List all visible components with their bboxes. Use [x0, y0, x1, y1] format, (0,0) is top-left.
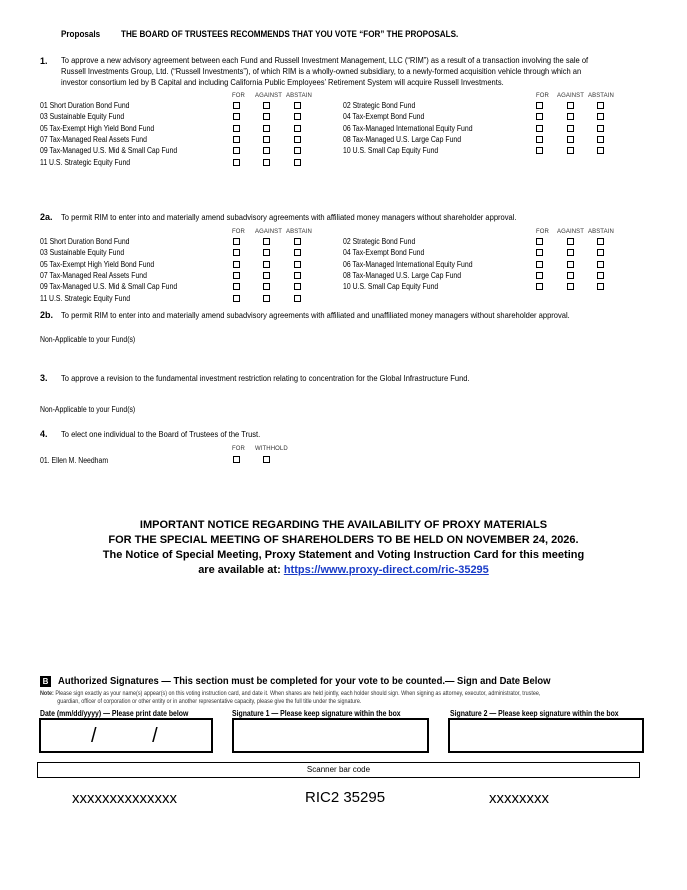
- date-slashes: / /: [91, 725, 158, 747]
- abstain-checkbox[interactable]: [294, 125, 301, 132]
- abstain-checkbox[interactable]: [597, 136, 604, 143]
- abstain-checkbox[interactable]: [294, 136, 301, 143]
- signature-2-label: Signature 2 — Please keep signature within the box: [450, 709, 619, 718]
- abstain-checkbox[interactable]: [294, 295, 301, 302]
- against-checkbox[interactable]: [567, 113, 574, 120]
- abstain-checkbox[interactable]: [597, 249, 604, 256]
- fund-name: 04 Tax-Exempt Bond Fund: [343, 248, 425, 258]
- abstain-checkbox[interactable]: [294, 249, 301, 256]
- footer-right-code: xxxxxxxx: [489, 790, 549, 807]
- against-checkbox[interactable]: [263, 125, 270, 132]
- for-checkbox[interactable]: [536, 249, 543, 256]
- vote-header-for: FOR: [536, 93, 549, 99]
- against-checkbox[interactable]: [263, 102, 270, 109]
- notice-line-1: IMPORTANT NOTICE REGARDING THE AVAILABILITY OF PROXY MATERIALS: [139, 519, 548, 531]
- signature-note: [40, 690, 540, 706]
- notice-line-3: The Notice of Special Meeting, Proxy Statement and Voting Instruction Card for this meeting: [102, 549, 585, 561]
- against-checkbox[interactable]: [263, 113, 270, 120]
- signature-1-box[interactable]: [232, 718, 429, 753]
- against-checkbox[interactable]: [263, 283, 270, 290]
- against-checkbox[interactable]: [263, 147, 270, 154]
- footer-center-code: RIC2 35295: [305, 789, 386, 806]
- nominee-name: 01. Ellen M. Needham: [40, 456, 109, 465]
- fund-name: 09 Tax-Managed U.S. Mid & Small Cap Fund: [40, 282, 178, 292]
- nominee-withhold-checkbox[interactable]: [263, 456, 270, 463]
- for-checkbox[interactable]: [233, 159, 240, 166]
- nominee-for-checkbox[interactable]: [233, 456, 240, 463]
- abstain-checkbox[interactable]: [294, 238, 301, 245]
- date-label: Date (mm/dd/yyyy) — Please print date below: [40, 709, 189, 718]
- for-checkbox[interactable]: [536, 113, 543, 120]
- signatures-title: Authorized Signatures — This section must be completed for your vote to be counted.— Sign and Date Below: [58, 675, 551, 687]
- proposal-2b-text: To permit RIM to enter into and materially amend subadvisory agreements with affiliated and unaffiliated money managers without shareholder approval.: [61, 310, 570, 320]
- abstain-checkbox[interactable]: [597, 283, 604, 290]
- signature-1-label: Signature 1 — Please keep signature within the box: [232, 709, 401, 718]
- proposal-1-text-line: To approve a new advisory agreement between each Fund and Russell Investment Management, LLC (“RIM”) as a result of a transaction involving the sale of: [61, 55, 589, 65]
- for-checkbox[interactable]: [233, 283, 240, 290]
- abstain-checkbox[interactable]: [294, 272, 301, 279]
- proposal-1-text-line: investor consortium led by B Capital and including California Public Employees’ Retirement System will acquire Russell Investments.: [61, 77, 504, 87]
- for-checkbox[interactable]: [233, 125, 240, 132]
- vote-header-for: FOR: [232, 446, 245, 452]
- proposal-4-text: To elect one individual to the Board of Trustees of the Trust.: [61, 429, 261, 439]
- vote-header-for: FOR: [232, 93, 245, 99]
- against-checkbox[interactable]: [263, 159, 270, 166]
- abstain-checkbox[interactable]: [294, 159, 301, 166]
- fund-name: 01 Short Duration Bond Fund: [40, 101, 130, 110]
- abstain-checkbox[interactable]: [597, 102, 604, 109]
- vote-header-for: FOR: [536, 229, 549, 235]
- against-checkbox[interactable]: [263, 249, 270, 256]
- against-checkbox[interactable]: [567, 147, 574, 154]
- abstain-checkbox[interactable]: [294, 147, 301, 154]
- vote-header-withhold: WITHHOLD: [255, 446, 288, 452]
- for-checkbox[interactable]: [536, 136, 543, 143]
- footer-left-code: xxxxxxxxxxxxxx: [72, 790, 177, 807]
- fund-name: 08 Tax-Managed U.S. Large Cap Fund: [343, 134, 462, 144]
- vote-header-against: AGAINST: [557, 229, 585, 235]
- abstain-checkbox[interactable]: [597, 272, 604, 279]
- notice-line-2: FOR THE SPECIAL MEETING OF SHAREHOLDERS TO BE HELD ON NOVEMBER 24, 2026.: [108, 534, 579, 546]
- for-checkbox[interactable]: [233, 102, 240, 109]
- proposal-2b-number: 2b.: [40, 310, 54, 320]
- fund-name: 02 Strategic Bond Fund: [343, 101, 416, 110]
- proposal-2a-number: 2a.: [40, 212, 53, 222]
- proposal-1-text: [61, 55, 659, 88]
- fund-name: 01 Short Duration Bond Fund: [40, 237, 130, 246]
- proposal-4-number: 4.: [40, 429, 48, 439]
- against-checkbox[interactable]: [567, 238, 574, 245]
- proposal-1-text-line: Russell Investments Group, Ltd. (“Russell Investments”), of which RIM is a wholly-owned subsidiary, to a newly-formed acquisition vehicle through which an: [61, 66, 582, 76]
- abstain-checkbox[interactable]: [597, 238, 604, 245]
- vote-header-against: AGAINST: [255, 93, 283, 99]
- against-checkbox[interactable]: [567, 102, 574, 109]
- against-checkbox[interactable]: [567, 272, 574, 279]
- vote-header-abstain: ABSTAIN: [286, 229, 312, 235]
- against-checkbox[interactable]: [567, 136, 574, 143]
- for-checkbox[interactable]: [536, 125, 543, 132]
- fund-name: 02 Strategic Bond Fund: [343, 237, 416, 246]
- for-checkbox[interactable]: [233, 147, 240, 154]
- vote-header-abstain: ABSTAIN: [286, 93, 312, 99]
- for-checkbox[interactable]: [233, 249, 240, 256]
- for-checkbox[interactable]: [233, 238, 240, 245]
- fund-name: 06 Tax-Managed International Equity Fund: [343, 259, 473, 269]
- vote-header-against: AGAINST: [255, 229, 283, 235]
- fund-name: 07 Tax-Managed Real Assets Fund: [40, 270, 147, 280]
- abstain-checkbox[interactable]: [597, 147, 604, 154]
- proposal-2a-text: To permit RIM to enter into and materially amend subadvisory agreements with affiliated money managers without shareholder approval.: [61, 212, 517, 222]
- note-line-1: Please sign exactly as your name(s) appear(s) on this voting instruction card, and date it. When shares are held jointly, each holder should sign. When signing as attorney, executor, administrator, trustee,: [55, 690, 541, 697]
- against-checkbox[interactable]: [567, 125, 574, 132]
- vote-header-abstain: ABSTAIN: [588, 93, 614, 99]
- abstain-checkbox[interactable]: [294, 113, 301, 120]
- abstain-checkbox[interactable]: [597, 113, 604, 120]
- fund-name: 06 Tax-Managed International Equity Fund: [343, 123, 473, 133]
- against-checkbox[interactable]: [567, 261, 574, 268]
- for-checkbox[interactable]: [536, 272, 543, 279]
- proposal-3-text: To approve a revision to the fundamental investment restriction relating to concentration for the Global Infrastructure Fund.: [61, 373, 470, 383]
- against-checkbox[interactable]: [263, 272, 270, 279]
- abstain-checkbox[interactable]: [294, 261, 301, 268]
- for-checkbox[interactable]: [536, 261, 543, 268]
- fund-name: 05 Tax-Exempt High Yield Bond Fund: [40, 259, 155, 269]
- section-b-badge: B: [40, 676, 51, 687]
- proxy-materials-link[interactable]: https://www.proxy-direct.com/ric-35295: [283, 564, 489, 576]
- fund-name: 07 Tax-Managed Real Assets Fund: [40, 134, 147, 144]
- for-checkbox[interactable]: [233, 295, 240, 302]
- proposal-2b-status: Non-Applicable to your Fund(s): [40, 335, 136, 344]
- against-checkbox[interactable]: [263, 238, 270, 245]
- for-checkbox[interactable]: [536, 283, 543, 290]
- for-checkbox[interactable]: [536, 147, 543, 154]
- for-checkbox[interactable]: [536, 238, 543, 245]
- date-input-box[interactable]: [39, 718, 213, 753]
- abstain-checkbox[interactable]: [294, 283, 301, 290]
- vote-header-for: FOR: [232, 229, 245, 235]
- fund-name: 11 U.S. Strategic Equity Fund: [40, 157, 131, 167]
- notice-line-4: [0, 564, 687, 577]
- fund-name: 03 Sustainable Equity Fund: [40, 112, 125, 122]
- board-recommendation: THE BOARD OF TRUSTEES RECOMMENDS THAT YOU VOTE “FOR” THE PROPOSALS.: [121, 29, 459, 39]
- for-checkbox[interactable]: [536, 102, 543, 109]
- fund-name: 09 Tax-Managed U.S. Mid & Small Cap Fund: [40, 146, 178, 156]
- vote-header-against: AGAINST: [557, 93, 585, 99]
- for-checkbox[interactable]: [233, 113, 240, 120]
- for-checkbox[interactable]: [233, 136, 240, 143]
- against-checkbox[interactable]: [263, 295, 270, 302]
- fund-name: 03 Sustainable Equity Fund: [40, 248, 125, 258]
- against-checkbox[interactable]: [263, 136, 270, 143]
- note-line-2: guardian, officer of corporation or other entity or in another representative capacity, please give the full title under the signature.: [57, 698, 362, 705]
- fund-name: 10 U.S. Small Cap Equity Fund: [343, 282, 439, 292]
- scanner-bar-code-box: [37, 762, 640, 778]
- scanner-bar-code-label: Scanner bar code: [306, 765, 371, 774]
- note-label: Note:: [40, 690, 54, 697]
- fund-name: 05 Tax-Exempt High Yield Bond Fund: [40, 123, 155, 133]
- fund-name: 04 Tax-Exempt Bond Fund: [343, 112, 425, 122]
- abstain-checkbox[interactable]: [597, 261, 604, 268]
- proposals-label: Proposals: [61, 29, 101, 39]
- notice-available-at: are available at:: [198, 564, 281, 576]
- fund-name: 08 Tax-Managed U.S. Large Cap Fund: [343, 270, 462, 280]
- against-checkbox[interactable]: [263, 261, 270, 268]
- for-checkbox[interactable]: [233, 261, 240, 268]
- against-checkbox[interactable]: [567, 283, 574, 290]
- proposal-3-status: Non-Applicable to your Fund(s): [40, 405, 136, 414]
- for-checkbox[interactable]: [233, 272, 240, 279]
- proposal-3-number: 3.: [40, 373, 48, 383]
- fund-name: 11 U.S. Strategic Equity Fund: [40, 293, 131, 303]
- vote-header-abstain: ABSTAIN: [588, 229, 614, 235]
- fund-name: 10 U.S. Small Cap Equity Fund: [343, 146, 439, 156]
- against-checkbox[interactable]: [567, 249, 574, 256]
- proposal-1-number: 1.: [40, 56, 48, 66]
- abstain-checkbox[interactable]: [294, 102, 301, 109]
- signature-2-box[interactable]: [448, 718, 644, 753]
- abstain-checkbox[interactable]: [597, 125, 604, 132]
